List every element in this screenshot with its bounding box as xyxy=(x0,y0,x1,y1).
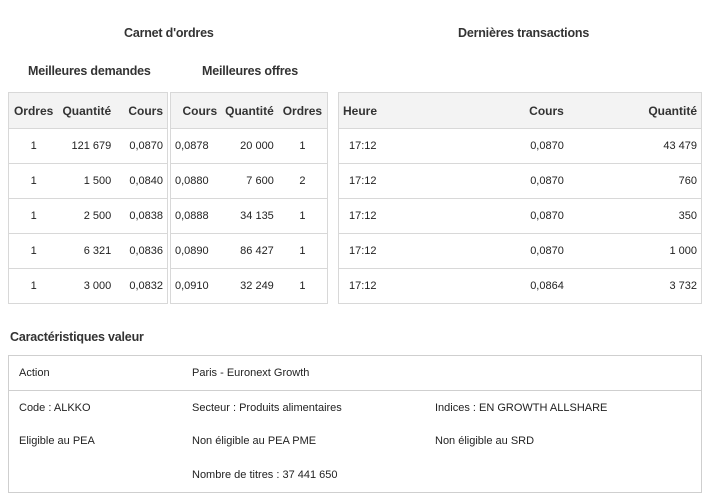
transaction-heure: 17:12 xyxy=(339,269,419,304)
header-cours: Cours xyxy=(418,93,568,129)
transaction-cours: 0,0870 xyxy=(418,199,568,234)
offres-title: Meilleures offres xyxy=(202,64,298,78)
marche: Paris - Euronext Growth xyxy=(192,367,310,379)
header-quantite: Quantité xyxy=(58,93,115,129)
table-row xyxy=(339,199,702,234)
demandes-table xyxy=(8,92,168,304)
offre-quantite: 20 000 xyxy=(221,129,278,164)
offre-ordres: 1 xyxy=(278,129,328,164)
transactions-header-row xyxy=(339,93,702,129)
transaction-quantite: 760 xyxy=(568,164,702,199)
demande-ordres: 1 xyxy=(9,164,59,199)
offre-quantite: 7 600 xyxy=(221,164,278,199)
offre-cours: 0,0880 xyxy=(171,164,222,199)
table-row xyxy=(9,234,168,269)
offres-header-row xyxy=(171,93,328,129)
demandes-title: Meilleures demandes xyxy=(28,64,151,78)
caracteristiques-header-row xyxy=(9,356,701,391)
transactions-title: Dernières transactions xyxy=(458,26,590,40)
offre-ordres: 2 xyxy=(278,164,328,199)
demande-ordres: 1 xyxy=(9,199,59,234)
offres-table xyxy=(170,92,328,304)
transaction-cours: 0,0870 xyxy=(418,164,568,199)
offre-cours: 0,0890 xyxy=(171,234,222,269)
header-heure: Heure xyxy=(339,93,419,129)
transactions-table xyxy=(338,92,702,304)
offre-quantite: 34 135 xyxy=(221,199,278,234)
carnet-title: Carnet d'ordres xyxy=(124,26,214,40)
caracteristiques-panel xyxy=(8,355,702,493)
demande-quantite: 3 000 xyxy=(58,269,115,304)
offre-quantite: 86 427 xyxy=(221,234,278,269)
type-valeur: Action xyxy=(19,367,50,379)
demande-quantite: 1 500 xyxy=(58,164,115,199)
offre-cours: 0,0878 xyxy=(171,129,222,164)
table-row xyxy=(339,164,702,199)
demande-quantite: 121 679 xyxy=(58,129,115,164)
table-row xyxy=(9,269,168,304)
header-ordres: Ordres xyxy=(9,93,59,129)
demande-ordres: 1 xyxy=(9,129,59,164)
demande-cours: 0,0836 xyxy=(115,234,167,269)
transaction-quantite: 350 xyxy=(568,199,702,234)
offre-ordres: 1 xyxy=(278,234,328,269)
header-quantite: Quantité xyxy=(568,93,702,129)
transaction-cours: 0,0870 xyxy=(418,234,568,269)
demande-quantite: 2 500 xyxy=(58,199,115,234)
table-row xyxy=(339,129,702,164)
eligibilite-pea: Eligible au PEA xyxy=(19,435,95,447)
caracteristiques-title: Caractéristiques valeur xyxy=(10,330,144,344)
demande-cours: 0,0870 xyxy=(115,129,167,164)
table-row xyxy=(9,164,168,199)
table-row xyxy=(171,234,328,269)
transaction-heure: 17:12 xyxy=(339,129,419,164)
demande-quantite: 6 321 xyxy=(58,234,115,269)
table-row xyxy=(9,199,168,234)
transaction-heure: 17:12 xyxy=(339,199,419,234)
transaction-cours: 0,0864 xyxy=(418,269,568,304)
transaction-quantite: 1 000 xyxy=(568,234,702,269)
demande-ordres: 1 xyxy=(9,234,59,269)
demandes-header-row xyxy=(9,93,168,129)
transaction-heure: 17:12 xyxy=(339,164,419,199)
table-row xyxy=(171,164,328,199)
demande-cours: 0,0840 xyxy=(115,164,167,199)
offre-ordres: 1 xyxy=(278,199,328,234)
code-valeur: Code : ALKKO xyxy=(19,402,91,414)
table-row xyxy=(171,269,328,304)
table-row xyxy=(339,234,702,269)
table-row xyxy=(339,269,702,304)
offre-ordres: 1 xyxy=(278,269,328,304)
table-row xyxy=(171,199,328,234)
indices: Indices : EN GROWTH ALLSHARE xyxy=(435,402,608,414)
offre-cours: 0,0888 xyxy=(171,199,222,234)
eligibilite-pea-pme: Non éligible au PEA PME xyxy=(192,435,317,447)
transaction-cours: 0,0870 xyxy=(418,129,568,164)
transaction-quantite: 43 479 xyxy=(568,129,702,164)
offre-cours: 0,0910 xyxy=(171,269,222,304)
table-row xyxy=(171,129,328,164)
demande-cours: 0,0832 xyxy=(115,269,167,304)
secteur: Secteur : Produits alimentaires xyxy=(192,402,342,414)
header-ordres: Ordres xyxy=(278,93,328,129)
demande-cours: 0,0838 xyxy=(115,199,167,234)
nombre-titres: Nombre de titres : 37 441 650 xyxy=(192,469,338,481)
eligibilite-srd: Non éligible au SRD xyxy=(435,435,535,447)
demande-ordres: 1 xyxy=(9,269,59,304)
offre-quantite: 32 249 xyxy=(221,269,278,304)
table-row xyxy=(9,129,168,164)
transaction-heure: 17:12 xyxy=(339,234,419,269)
transaction-quantite: 3 732 xyxy=(568,269,702,304)
header-quantite: Quantité xyxy=(221,93,278,129)
header-cours: Cours xyxy=(171,93,222,129)
header-cours: Cours xyxy=(115,93,167,129)
